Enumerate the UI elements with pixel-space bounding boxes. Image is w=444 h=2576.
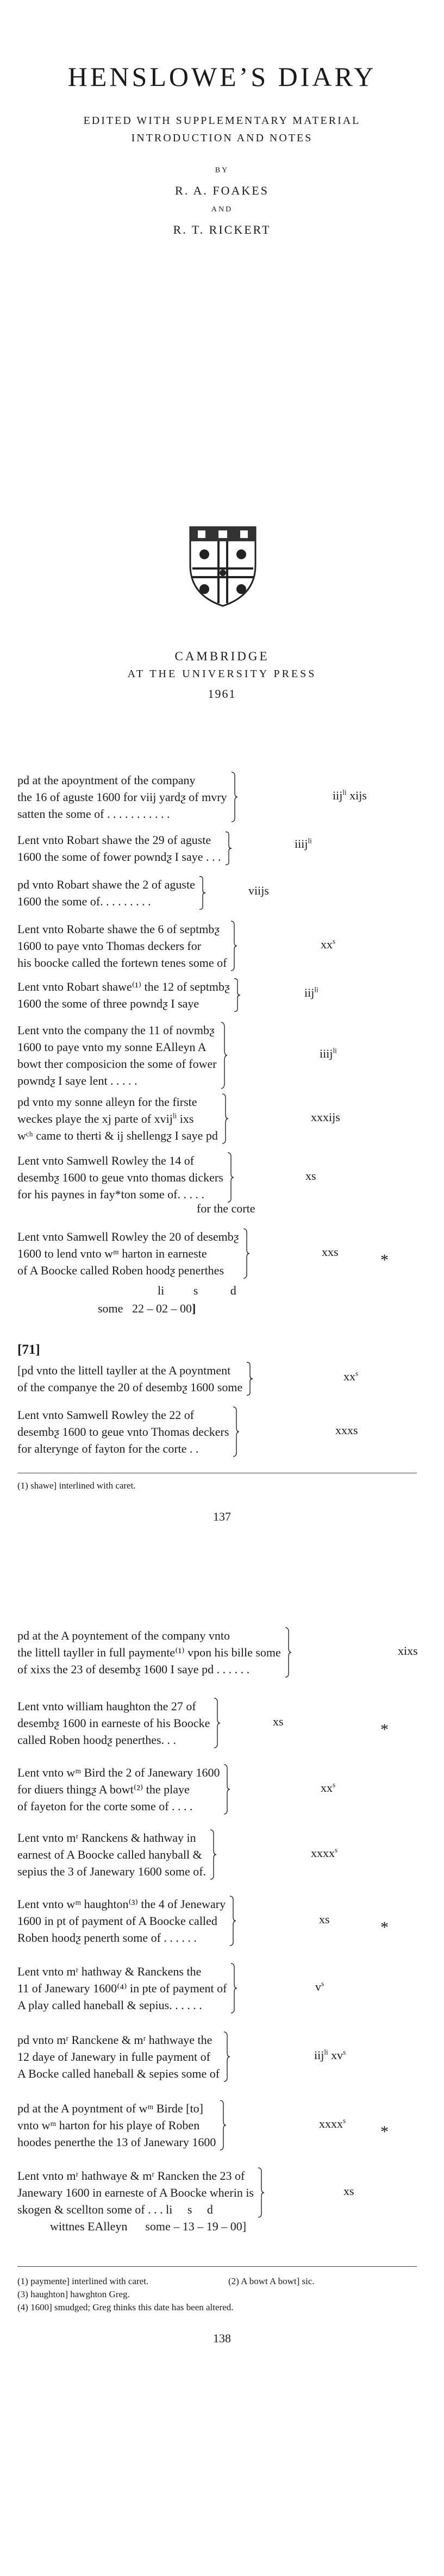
footnote: (1) shawe] interlined with caret. [17, 1480, 136, 1491]
entry-line: Lent vnto mʳ hathway & Ranckens the [17, 1965, 202, 1978]
brace [227, 1152, 234, 1203]
entry-amount: iij$^{li}$ [304, 985, 318, 999]
entry-line: of the companye the 20 of desembƺ 1600 some [17, 1380, 243, 1394]
entry-line: weckes playe the xj parte of xvij$^{li}$ ixs [17, 1111, 194, 1126]
entry-line: 1600 to lend vnto wᵐ harton in earneste [17, 1247, 207, 1260]
imprint [0, 649, 444, 701]
diary-entry [17, 772, 417, 822]
tally-header-s: s [193, 1284, 198, 1297]
entry-line: of fayeton for the corte some of . . . . [17, 1799, 193, 1813]
entry-line: Lent vnto Samwell Rowley the 20 of desembƺ [17, 1230, 239, 1243]
diary-entry [17, 1093, 417, 1144]
coat-of-arms-icon [185, 522, 261, 609]
brace [223, 1764, 230, 1815]
subtitle-line: EDITED WITH SUPPLEMENTARY MATERIAL [83, 115, 361, 127]
entry-amount: iiij$^{li}$ [295, 836, 312, 851]
entry-amount: xs [319, 1912, 330, 1926]
entry-amount: iiij$^{li}$ [320, 1046, 337, 1060]
brace [232, 1406, 240, 1457]
entry-line: Lent vnto wᵐ haughton⁽³⁾ the 4 of Jenewary [17, 1897, 226, 1911]
entry-line: pd vnto mʳ Ranckene & mʳ hathwaye the [17, 2033, 212, 2047]
entry-line: Lent vnto mʳ Ranckens & hathway in [17, 1831, 196, 1845]
entry-line: desembƺ 1600 to geue vnto thomas dickers [17, 1171, 223, 1184]
entry-line: for diuers thingƺ A bowt⁽²⁾ the playe [17, 1783, 190, 1796]
diary-entry [17, 1963, 417, 2014]
entry-line: wᶜʰ came to therti & ij shellengƺ I saye pd [17, 1129, 218, 1142]
asterisk-marker: * [380, 1251, 389, 1269]
subtitle [0, 112, 444, 147]
imprint-press: AT THE UNIVERSITY PRESS [127, 668, 317, 680]
entry-line: his boocke called the fortewn tenes some of [17, 956, 227, 970]
entry-line: sepius the 3 of Janewary 1600 some of. [17, 1865, 207, 1878]
brace [233, 978, 241, 1012]
entry-amount: $xx^s$ [321, 1780, 336, 1795]
footnote: (2) A bowt A bowt] sic. [228, 2276, 315, 2286]
brace [230, 1963, 237, 2014]
brace [223, 2031, 230, 2082]
diary-entry [17, 2031, 417, 2082]
entry-line: powndƺ I saye lent . . . . . [17, 1074, 137, 1087]
entry-line: for his paynes in fay*ton some of. . . . . [17, 1187, 204, 1201]
editor-name: R. A. FOAKES [175, 184, 269, 197]
entry-line: called Roben hoodƺ penerthes. . . [17, 1733, 177, 1747]
entry-amount: iij$^{li}$ $xv^s$ [314, 2048, 346, 2062]
entry-amount: xs [305, 1169, 316, 1183]
entry-line: 1600 the some of. . . . . . . . . [17, 895, 151, 908]
tally-header [158, 1284, 236, 1298]
entry-amount: xxxs [335, 1423, 358, 1437]
entry-line: the littell tayller in full paymente⁽¹⁾ vpon his bille some [17, 1646, 281, 1659]
entry-line: bowt ther composicion the some of fower [17, 1057, 217, 1071]
entry-line: Lent vnto Robarte shawe the 6 of septmbƺ [17, 922, 220, 936]
page-number: 137 [213, 1510, 231, 1523]
entry-line: A play called haneball & sepius. . . . . . [17, 1998, 202, 2012]
editor-name: R. T. RICKERT [173, 223, 271, 236]
entry-amount: xxxx$^s$ [311, 1846, 338, 1860]
entry-line: Janewary 1600 in earneste of A Boocke wherin is [17, 2186, 254, 2199]
book-title: HENSLOWE’S DIARY [67, 61, 377, 92]
entry-amount: xs [343, 2184, 354, 2198]
diary-entry [17, 978, 417, 1012]
entry-line: skogen & scellton some of . . . li s d [17, 2203, 213, 2216]
tally-header-d: d [230, 1284, 236, 1297]
entry-line: for alterynge of fayton for the corte . . [17, 1442, 199, 1455]
entry-line: 12 daye of Janewary in fulle payment of [17, 2050, 210, 2064]
entry-line: of xixs the 23 of desembƺ 1600 I saye pd . . . . . . [17, 1662, 250, 1676]
entry-amount: $xx^s$ [321, 937, 336, 951]
by-label: BY [215, 166, 229, 174]
entry-line: wittnes EAlleyn some – 13 – 19 – 00] [50, 2219, 247, 2233]
entry-line: 1600 the some of fower powndƺ I saye . . . [17, 850, 221, 864]
tally-sum: some 22 – 02 – 00] [98, 1302, 196, 1315]
entry-line: Lent vnto mʳ hathwaye & mʳ Rancken the 23 of [17, 2169, 245, 2183]
entry-line: pd vnto my sonne alleyn for the firste [17, 1095, 197, 1109]
entry-line: earnest of A Boocke called hanyball & [17, 1848, 202, 1861]
diary-entry [17, 831, 417, 865]
footnote: (3) haughton] hawghton Greg. [17, 2289, 130, 2299]
diary-entry [17, 2100, 417, 2150]
entry-line: 1600 to paye vnto my sonne EAlleyn A [17, 1040, 207, 1054]
entry-line: Lent vnto wᵐ Bird the 2 of Janewary 1600 [17, 1766, 220, 1779]
entry-line: of A Boocke called Roben hoodƺ penerthes [17, 1264, 224, 1277]
brace [242, 1228, 250, 1279]
entry-line: Lent vnto Samwell Rowley the 22 of [17, 1408, 195, 1422]
entry-line: the 16 of aguste 1600 for viij yardƺ of mvry [17, 790, 227, 804]
entry-line: A Bocke called haneball & sepies some of [17, 2067, 220, 2080]
brace [229, 1896, 236, 1946]
entry-line: pd at the A poyntement of the company vnto [17, 1629, 230, 1642]
entry-line: 1600 in pt of payment of A Boocke called [17, 1914, 217, 1928]
entry-amount: xxxijs [311, 1110, 340, 1124]
diary-entry [17, 1896, 417, 1946]
entry-line: Lent vnto Robart shawe⁽¹⁾ the 12 of septmbƺ [17, 980, 230, 993]
diary-entry [17, 1698, 417, 1748]
brace [213, 1698, 221, 1748]
entry-amount: viijs [248, 884, 269, 897]
diary-entry [17, 1228, 417, 1279]
diary-entry [17, 1022, 417, 1089]
entry-amount: $xx^s$ [343, 1369, 359, 1383]
entry-line: Roben hoodƺ penerth some of . . . . . . [17, 1931, 197, 1944]
entry-line: 1600 to paye vnto Thomas deckers for [17, 939, 202, 953]
diary-entry [17, 1627, 417, 1678]
diary-entry [17, 921, 417, 971]
brace [246, 1362, 253, 1396]
imprint-city: CAMBRIDGE [174, 649, 270, 663]
entry-line: Lent vnto Samwell Rowley the 14 of [17, 1154, 195, 1167]
entry-line: desembƺ 1600 in earneste of his Boocke [17, 1716, 210, 1730]
diary-entry [17, 1152, 417, 1216]
diary-entry [17, 1362, 417, 1396]
brace [220, 1022, 228, 1089]
asterisk-marker: * [380, 1721, 389, 1739]
entry-amount: xxxx$^s$ [319, 2116, 346, 2130]
entry-line: Lent vnto william haughton the 27 of [17, 1699, 196, 1713]
entry-amount: $v^s$ [315, 1979, 324, 1993]
brace [221, 1093, 229, 1144]
brace [230, 921, 237, 971]
brace [284, 1627, 292, 1678]
asterisk-marker: * [380, 2123, 389, 2141]
entry-line: vnto wᵐ harton for his playe of Roben [17, 2118, 200, 2132]
brace [198, 876, 206, 910]
entry-amount: xs [273, 1715, 284, 1728]
title-block [0, 61, 444, 237]
entry-line: [pd vnto the littell tayller at the A poyntment [17, 1364, 231, 1377]
entry-amount: xixs [398, 1644, 418, 1658]
entry-line: hoodes penerthe the 13 of Janewary 1600 [17, 2135, 216, 2149]
subtitle-line: INTRODUCTION AND NOTES [131, 132, 313, 144]
entry-line: desembƺ 1600 to geue vnto Thomas deckers [17, 1425, 229, 1439]
brace [209, 1829, 217, 1880]
entry-line: pd vnto Robart shawe the 2 of aguste [17, 878, 195, 891]
diary-entry [17, 1406, 417, 1457]
brace [230, 772, 238, 822]
entry-line: pd at the apoyntment of the company [17, 773, 196, 787]
diary-entry [17, 1829, 417, 1880]
entry-amount: iij$^{li}$ xijs [333, 788, 367, 802]
folio-number: [71] [17, 1342, 40, 1357]
brace [224, 831, 232, 865]
brace [219, 2100, 227, 2150]
entry-line: satten the some of . . . . . . . . . . . [17, 807, 170, 821]
diary-entry [17, 2167, 417, 2235]
entry-line: 1600 the some of three powndƺ I saye [17, 997, 199, 1010]
asterisk-marker: * [380, 1918, 389, 1936]
footnote: (1) paymente] interlined with caret. [17, 2276, 149, 2286]
footnote: (4) 1600] smudged; Greg thinks this date has been altered. [17, 2302, 234, 2312]
diary-entry [17, 876, 417, 910]
entry-line: Lent vnto the company the 11 of novmbƺ [17, 1023, 215, 1037]
footnote-rule [17, 2266, 417, 2267]
page-number: 138 [213, 2331, 231, 2345]
entry-note-line: for the corte [197, 1202, 255, 1215]
entry-amount: xxs [322, 1245, 339, 1259]
diary-entry [17, 1764, 417, 1815]
and-label: AND [211, 205, 233, 214]
entry-line: Lent vnto Robart shawe the 29 of aguste [17, 833, 211, 847]
tally-header-li: li [158, 1284, 165, 1297]
imprint-year: 1961 [208, 687, 236, 701]
brace [257, 2167, 265, 2218]
entry-line: 11 of Janewary 1600⁽⁴⁾ in pte of payment of [17, 1981, 227, 1995]
entry-line: pd at the A poyntment of wᵐ Birde [to] [17, 2102, 203, 2115]
